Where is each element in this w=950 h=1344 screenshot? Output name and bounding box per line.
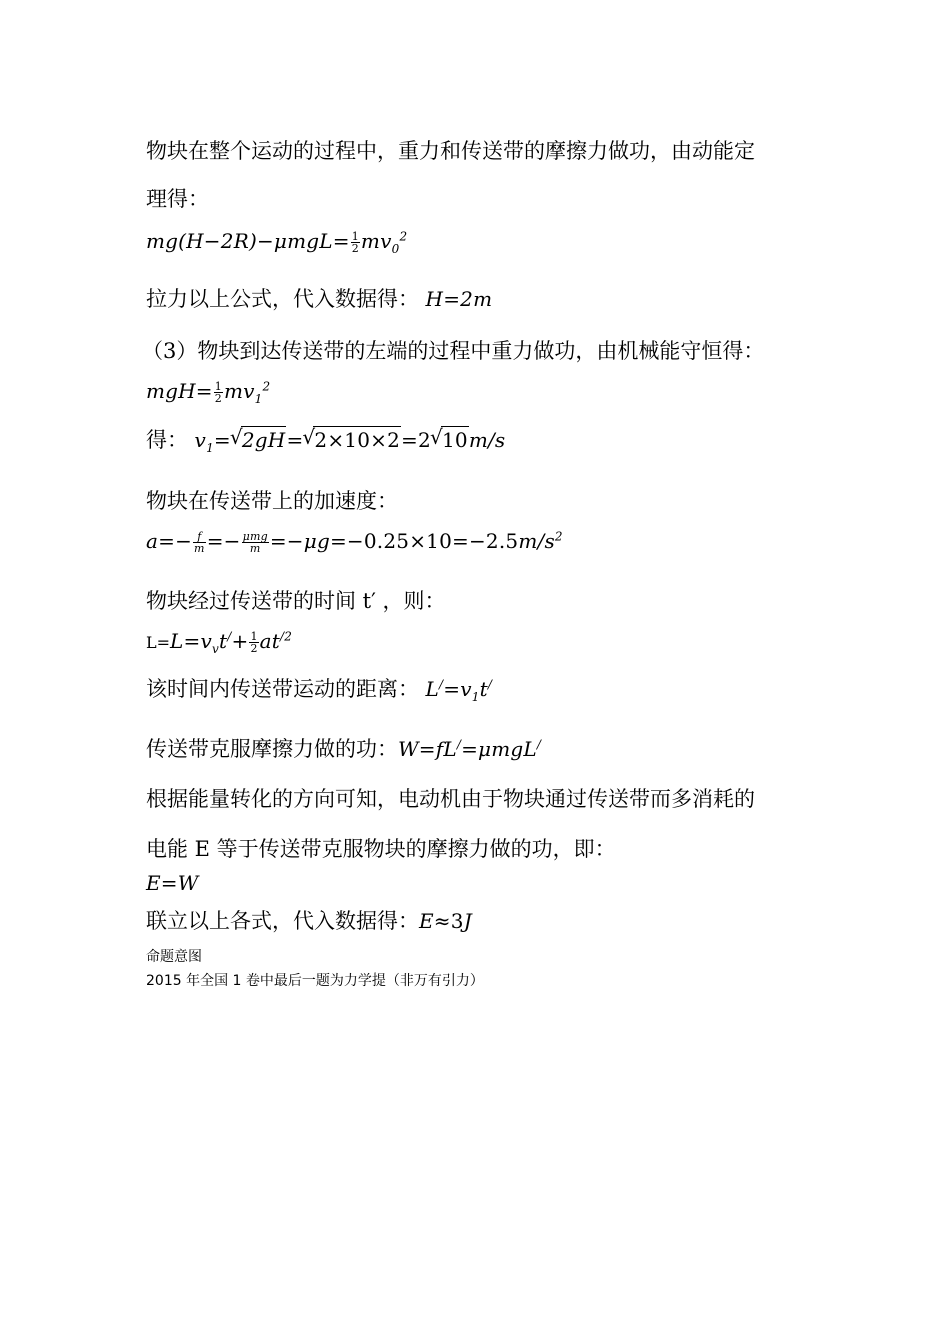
- text-line-4: [146, 286, 492, 312]
- text-line-11-label: L=: [146, 633, 171, 652]
- text-line-2: 理得：: [146, 187, 209, 211]
- equation-distance: $L=v_vt^/+$ $\frac{1}{2}$ $at^{/2}$: [170, 629, 293, 656]
- equation-H-result: H=2m: [419, 287, 493, 311]
- note-intent-heading: 命题意图: [146, 949, 202, 965]
- text-line-7-label: 得：: [146, 428, 188, 452]
- text-line-1: 物块在整个运动的过程中，重力和传送带的摩擦力做功，由动能定: [146, 139, 755, 163]
- text-line-5: （3）物块到达传送带的左端的过程中重力做功，由机械能守恒得：: [142, 339, 765, 363]
- equation-E-equals-W: E=W: [146, 871, 199, 895]
- text-line-12-label: 该时间内传送带运动的距离：: [146, 677, 419, 701]
- text-line-11: [146, 628, 292, 656]
- equation-v1: $v_1=√$ 2gH=√ 2×10×2=2√ 10m/s: [188, 428, 505, 452]
- text-line-17-label: 联立以上各式，代入数据得：: [146, 909, 419, 933]
- equation-energy-conservation: mgH= $\frac{1}{2}$ $mv_1^2$: [146, 379, 271, 406]
- equation-work: W=fL/=μmgL/: [398, 737, 542, 761]
- text-line-14: 根据能量转化的方向可知，电动机由于物块通过传送带而多消耗的: [146, 787, 755, 811]
- text-line-13: [146, 736, 541, 762]
- text-line-12: [146, 676, 492, 702]
- text-line-17: [146, 908, 472, 934]
- text-line-10: 物块经过传送带的时间 t′ ，则：: [146, 589, 446, 613]
- text-line-7: [146, 426, 505, 453]
- text-line-13-label: 传送带克服摩擦力做的功：: [146, 737, 398, 761]
- text-line-15: 电能 E 等于传送带克服物块的摩擦力做的功，即：: [146, 837, 616, 861]
- equation-E-result: E≈3J: [419, 909, 472, 933]
- note-intent-text: 2015 年全国 1 卷中最后一题为力学提（非万有引力）: [146, 973, 484, 989]
- text-line-4-label: 拉力以上公式，代入数据得：: [146, 287, 419, 311]
- text-line-8: 物块在传送带上的加速度：: [146, 489, 398, 513]
- equation-belt-distance: $L^/=v_1t^/$: [419, 677, 493, 704]
- equation-acceleration: a=− $\frac{f}{m}$ =− $\frac{\text{μmg}}{m}$ $=-\mu g=-0.25\times 10=-2.5m/s^2$: [146, 529, 563, 555]
- equation-energy-theorem: mg(H−2R)−μmgL= $\frac{1}{2}$ $mv_0^2$: [146, 229, 408, 256]
